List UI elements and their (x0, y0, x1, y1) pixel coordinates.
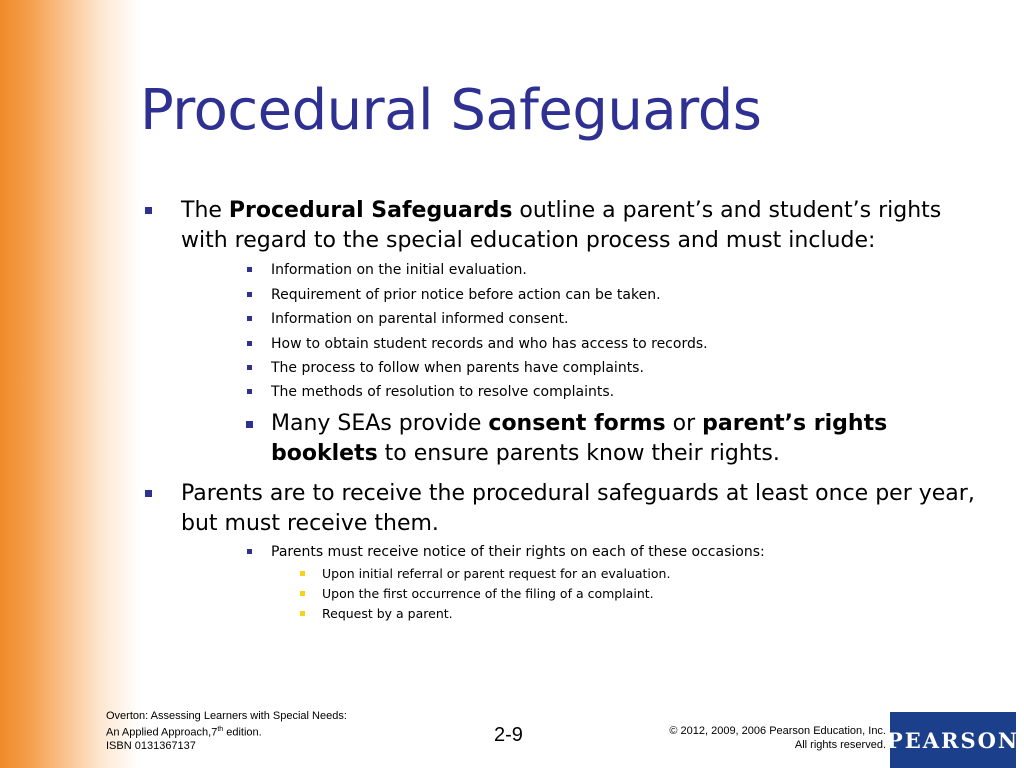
sub-sub-bullet-text: Request by a parent. (322, 606, 453, 621)
citation-line (106, 723, 347, 740)
orange-side-gradient (0, 0, 140, 768)
sub-bullet-text: Many SEAs provide (271, 411, 489, 436)
sub-bullet-text: How to obtain student records and who has access to records. (271, 336, 708, 352)
square-bullet-icon (247, 267, 252, 272)
sub-bullet-text: to ensure parents know their rights. (377, 441, 780, 466)
sub-sub-bullet-text: Upon the first occurrence of the filing of a complaint. (322, 586, 654, 601)
square-bullet-icon (247, 549, 252, 554)
square-bullet-icon (145, 207, 152, 214)
square-bullet-icon (246, 421, 253, 428)
bullet-parents-receive (181, 479, 991, 539)
square-bullet-icon (247, 292, 252, 297)
sub-bullet (271, 261, 971, 279)
sub-bullet (271, 335, 971, 353)
page-number: 2-9 (494, 724, 523, 746)
sub-sub-bullet (322, 566, 922, 582)
sub-bullet-text: The methods of resolution to resolve complaints. (271, 384, 615, 400)
sub-bullet-text: The process to follow when parents have complaints. (271, 360, 644, 376)
citation-line: Overton: Assessing Learners with Special Needs: (106, 710, 347, 722)
sub-bullet-text: Requirement of prior notice before action can be taken. (271, 287, 661, 303)
citation-text: edition. (223, 726, 262, 739)
bold-text: parent’s rights booklets (271, 411, 888, 466)
sub-bullet-text: Parents must receive notice of their rights on each of these occasions: (271, 544, 765, 560)
footer-citation (106, 710, 347, 753)
sub-sub-bullet-text: Upon initial referral or parent request for an evaluation. (322, 566, 671, 581)
sub-bullet (271, 359, 971, 377)
square-bullet-icon (145, 490, 152, 497)
square-bullet-icon (247, 316, 252, 321)
sub-bullet (271, 310, 971, 328)
citation-superscript: th (217, 726, 224, 733)
bullet-text: Parents are to receive the procedural safeguards at least once per year, but must receive them. (181, 481, 975, 536)
yellow-square-bullet-icon (300, 571, 305, 576)
copyright-line: All rights reserved. (794, 739, 886, 751)
sub-bullet (271, 286, 971, 304)
citation-line: ISBN 0131367137 (106, 739, 196, 752)
yellow-square-bullet-icon (300, 611, 305, 616)
sub-bullet-text: or (665, 411, 703, 436)
square-bullet-icon (247, 389, 252, 394)
sub-bullet-seas (271, 409, 971, 469)
bold-text: consent forms (488, 411, 666, 436)
footer-copyright (669, 724, 886, 752)
slide-title: Procedural Safeguards (140, 78, 762, 143)
square-bullet-icon (247, 365, 252, 370)
sub-bullet-text: Information on the initial evaluation. (271, 262, 527, 278)
bullet-text: The (181, 198, 229, 223)
bullet-procedural-safeguards (181, 196, 991, 256)
logo-text: PEARSON (886, 727, 1020, 753)
square-bullet-icon (247, 341, 252, 346)
citation-text: An Applied Approach,7 (106, 726, 218, 739)
sub-bullet (271, 543, 971, 561)
sub-bullet (271, 383, 971, 401)
pearson-logo (886, 712, 1020, 768)
sub-sub-bullet (322, 606, 922, 622)
bullet-text: outline a parent’s and student’s rights with regard to the special education process and must include: (181, 198, 942, 253)
sub-bullet-text: Information on parental informed consent. (271, 311, 569, 327)
sub-sub-bullet (322, 586, 922, 602)
copyright-line: © 2012, 2009, 2006 Pearson Education, Inc. (669, 725, 886, 737)
bullet-bold-text: Procedural Safeguards (228, 198, 513, 223)
yellow-square-bullet-icon (300, 591, 305, 596)
